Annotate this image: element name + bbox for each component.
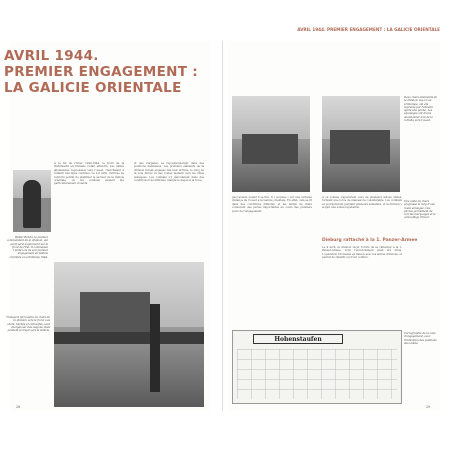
tank-shape	[330, 130, 390, 164]
officer-figure	[23, 180, 41, 228]
hohenstaufen-map	[232, 330, 402, 404]
book-spine	[222, 41, 223, 411]
right-page-number: 29	[426, 405, 431, 409]
officer-photo	[13, 170, 51, 232]
title-line-1: AVRIL 1944.	[4, 48, 99, 64]
tank-photo-right	[322, 96, 400, 192]
map-grid	[237, 349, 397, 399]
right-body-col2: À ce volume s'ajoutèrent ceux de plusieurs autres unités, formant une force de manœuvre considérable. Les combats se poursuivirent pendant plusieurs semaines, et la division y acquit une solide réputation.	[322, 196, 402, 210]
right-body-col3: Le 4 avril, la division reçut l'ordre de se rattacher à la 1. Panzer-Armee, dont l'encerclement avait été brisé. L'opération fut menée en liaison avec les autres divisions, et permit de rétablir un front continu.	[322, 246, 402, 260]
photo-sky	[232, 96, 310, 139]
train-photo	[54, 262, 204, 407]
page-title	[4, 48, 198, 96]
running-head: AVRIL 1944. PREMIER ENGAGEMENT : LA GALICIE ORIENTALE	[297, 27, 440, 32]
tank-shape	[242, 134, 298, 164]
section-subhead: Dieburg rattaché à la 1. Panzer-Armee	[322, 238, 418, 243]
tank-caption-mid: Une unité de chars progresse le long d'une route enneigée. Ces photos permettent de voir les marquages et le camouflage d'hiver.	[404, 200, 436, 220]
title-line-3: LA GALICIE ORIENTALE	[4, 80, 182, 96]
train-caption: Transport ferroviaire de chars de la division vers le front. Les chars, bâchés et camouflés, sont chargés sur des wagons plats pendant le trajet vers la Galicie.	[6, 316, 50, 333]
right-body-col1: pas revenir, quand il se tire. Il « acquise » sur une certaine distance de l'ouest à la Galicie orientale. En effet, cela se fit dans des conditions difficiles, et les unités de chars connurent des pertes importantes au cours des premiers jours de l'engagement.	[232, 196, 312, 213]
tank-caption-top: Deux chars allemands de la division, vus ici au printemps, ont été capturés par l'ennemi après une panne. Les équipages ont dû les abandonner lors de la retraite vers l'ouest.	[404, 96, 438, 123]
soldier-figure	[150, 304, 160, 392]
left-page-number: 28	[16, 405, 21, 409]
map-caption: Cartographie de la zone d'engagement, avec l'indication des positions des unités.	[404, 332, 437, 345]
officer-caption: Walter Ratzki, le premier commandant de la division, qui avait servi auparavant sur le front de l'Est. Il commanda l'unité lors de son premier engagement en Galicie orientale au printemps 1944.	[6, 236, 48, 259]
map-banner: Hohenstaufen	[253, 334, 343, 344]
tank-photo-left	[232, 96, 310, 192]
left-body-col2: et des Carpates, se repositionnèrent dans des positions défensives. Les premiers éléments de la division furent engagés dès leur arrivée, le long de la voie ferrée et des routes menant vers les villes assiégées. Les combats s'y déroulèrent dans des conditions très difficiles, malgré le dégel et la boue.	[134, 162, 204, 183]
title-line-2: PREMIER ENGAGEMENT :	[4, 64, 198, 80]
tank-on-wagon	[80, 292, 150, 332]
left-body-col1: À la fin de l'hiver 1943-1944, le front de la Wehrmacht en Ukraine s'était effondré. Les unités allemandes, repoussées vers l'ouest, cherchaient à rétablir une ligne continue. Le 1er avril, l'arrivée de renforts permit de stabiliser le secteur de la Galicie orientale, où les combats avaient été particulièrement violents.	[54, 162, 124, 186]
flatcar	[54, 332, 204, 344]
